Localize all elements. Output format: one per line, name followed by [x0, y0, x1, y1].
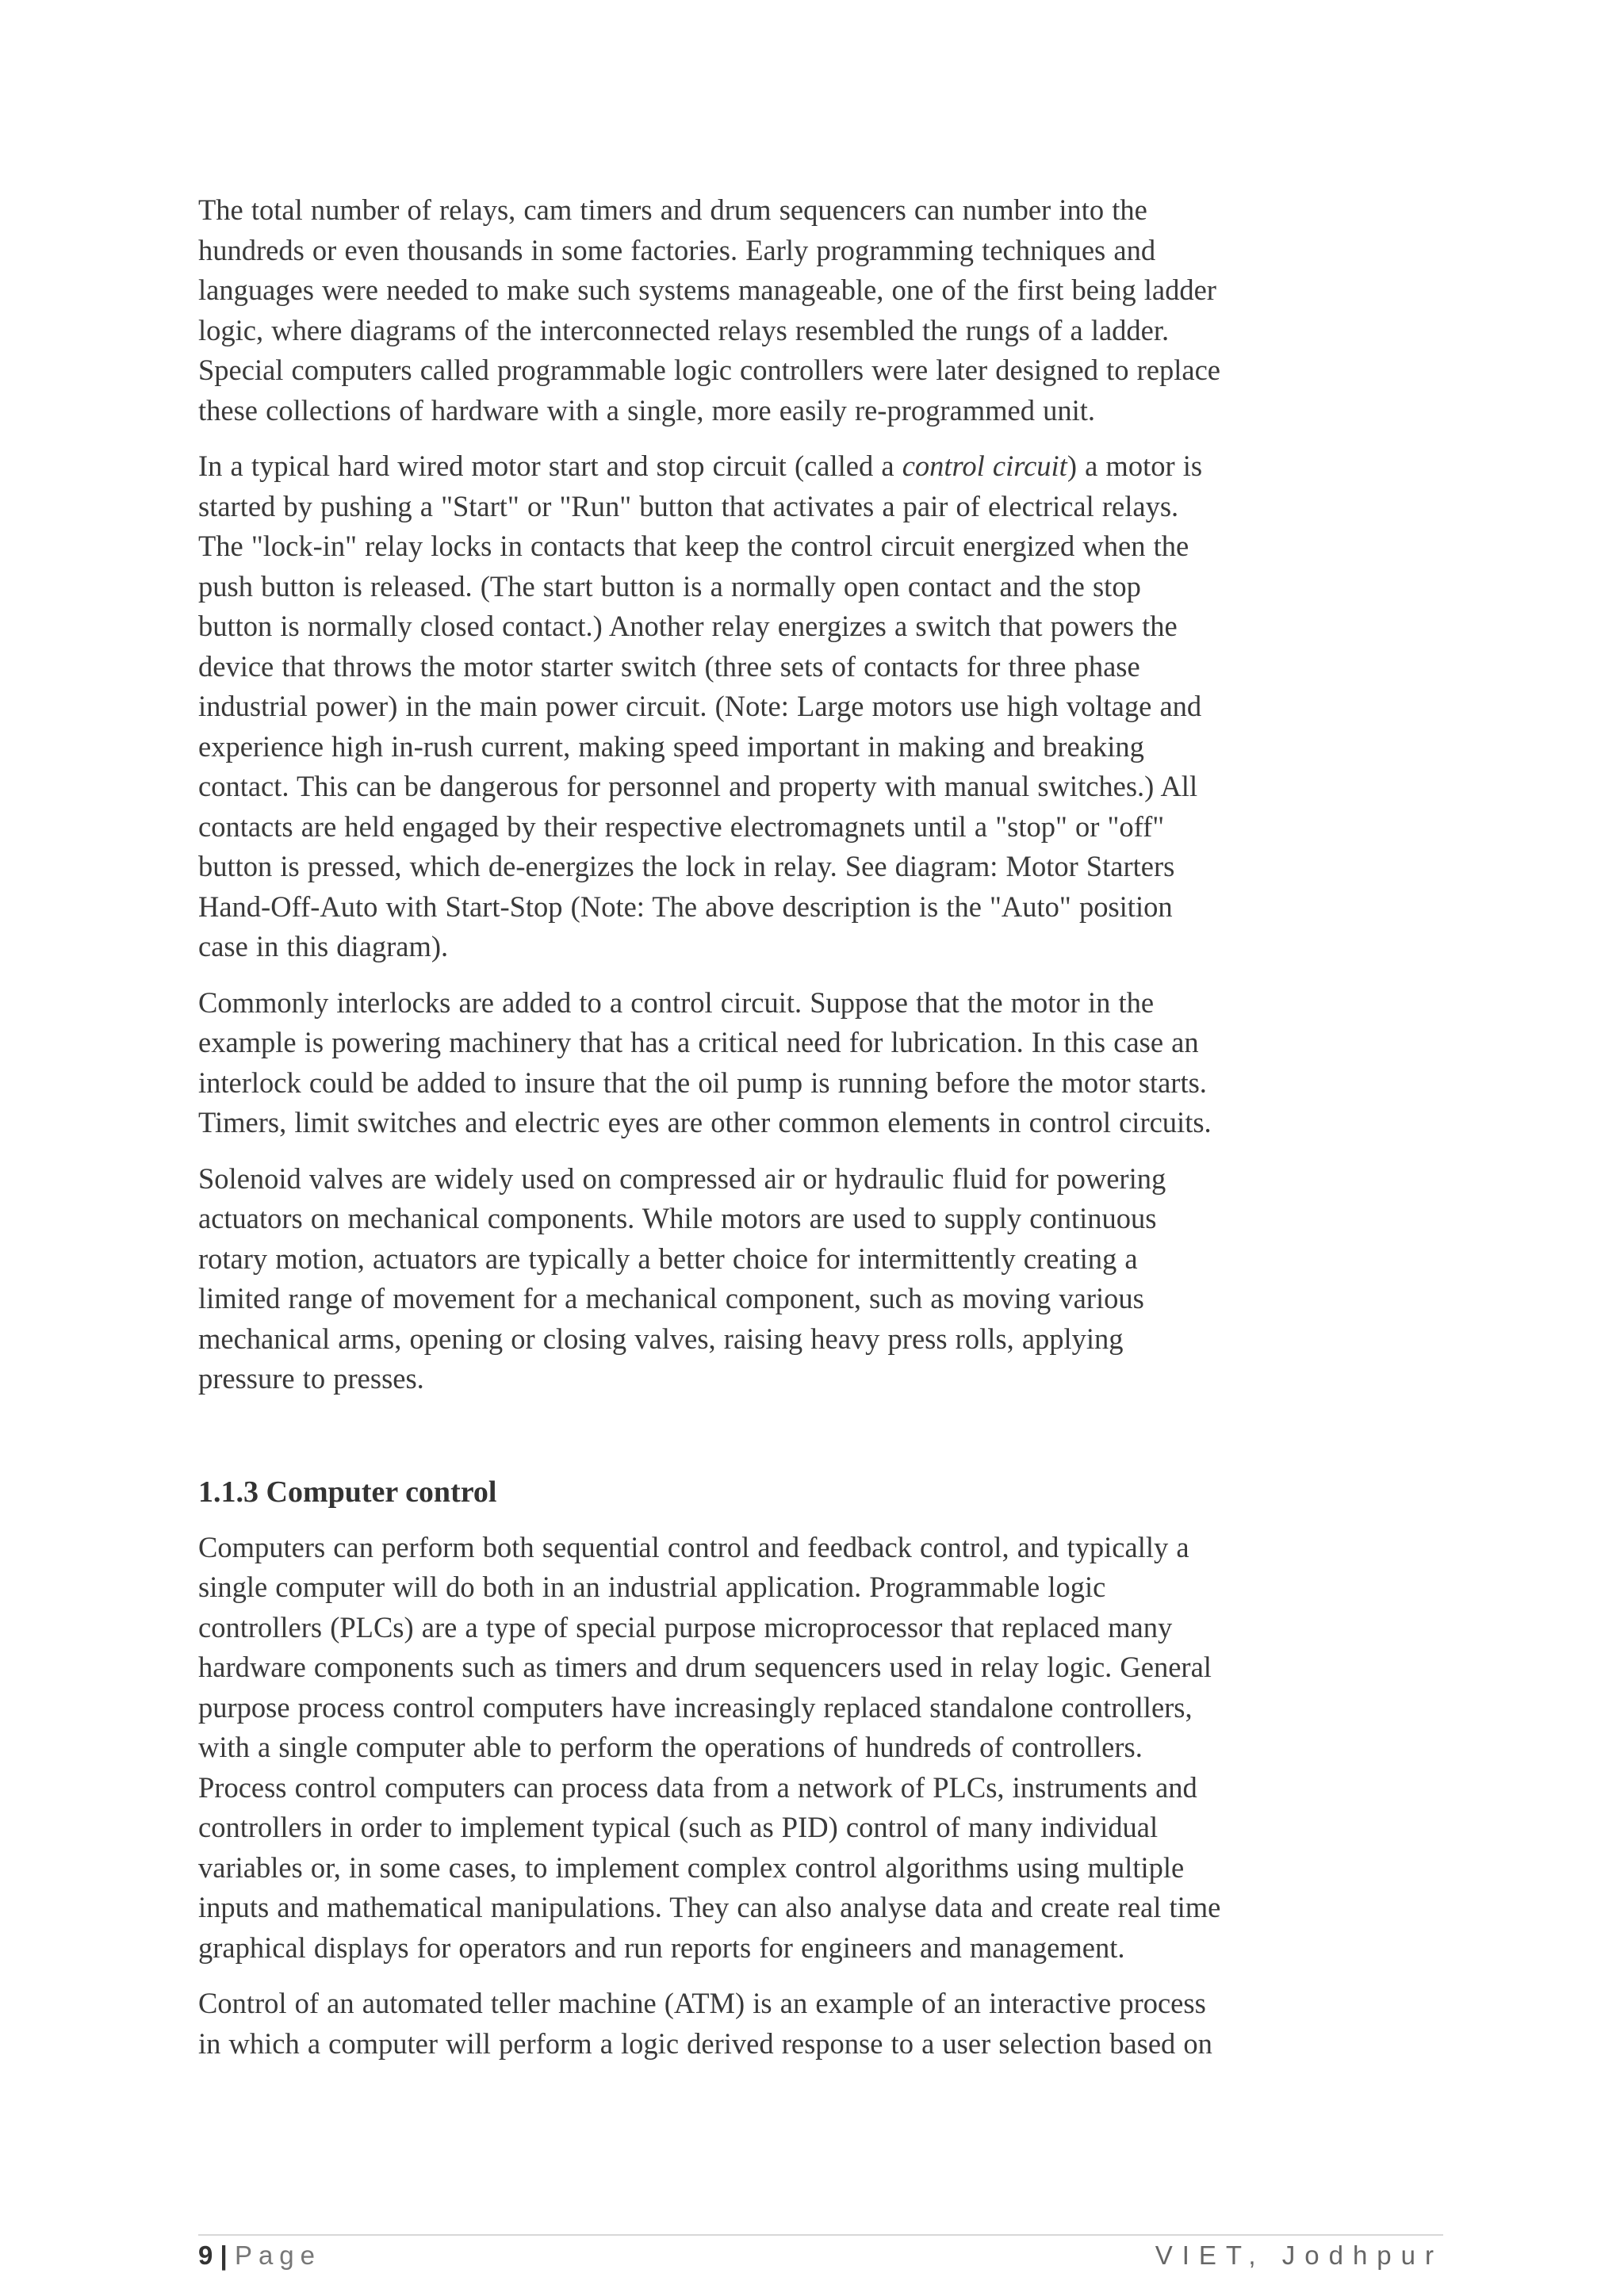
paragraph-solenoid [198, 1159, 1443, 1399]
text-line: controllers (PLCs) are a type of special purpose microprocessor that replaced many [198, 1610, 1173, 1644]
text-line: purpose process control computers have increasingly replaced standalone controllers, [198, 1690, 1193, 1724]
text-line: contacts are held engaged by their respective electromagnets until a "stop" or "off" [198, 809, 1165, 843]
text-line: case in this diagram). [198, 930, 449, 962]
page-label: Page [234, 2241, 322, 2270]
text-line: Solenoid valves are widely used on compressed air or hydraulic fluid for powering [198, 1161, 1166, 1195]
text-line: device that throws the motor starter switch (three sets of contacts for three phase [198, 649, 1140, 683]
page-footer [198, 2234, 1443, 2271]
text-line: experience high in-rush current, making speed important in making and breaking [198, 729, 1144, 763]
text-line: Commonly interlocks are added to a control circuit. Suppose that the motor in the [198, 985, 1155, 1019]
text-line: industrial power) in the main power circuit. (Note: Large motors use high voltage and [198, 690, 1202, 722]
text-line: mechanical arms, opening or closing valves, raising heavy press rolls, applying [198, 1322, 1124, 1355]
text-line: button is normally closed contact.) Another relay energizes a switch that powers the [198, 610, 1178, 642]
text-line: Hand-Off-Auto with Start-Stop (Note: The above description is the "Auto" position [198, 890, 1173, 923]
text-line: contact. This can be dangerous for personnel and property with manual switches.) All [198, 770, 1198, 802]
paragraph-relays [198, 190, 1443, 430]
paragraph-interlocks [198, 983, 1443, 1143]
text-line: push button is released. (The start button is a normally open contact and the stop [198, 569, 1141, 603]
text-line: interlock could be added to insure that the oil pump is running before the motor starts. [198, 1066, 1207, 1099]
paragraph-computers [198, 1528, 1443, 1969]
text-line: button is pressed, which de-energizes the lock in relay. See diagram: Motor Starters [198, 850, 1175, 882]
document-page [198, 190, 1443, 2080]
emphasis-control-circuit: control circuit [902, 450, 1067, 482]
text-line: Control of an automated teller machine (ATM) is an example of an interactive process [198, 1987, 1206, 2019]
page-separator: | [213, 2241, 235, 2270]
text-line: rotary motion, actuators are typically a better choice for intermittently creating a [198, 1242, 1138, 1275]
text-line: Timers, limit switches and electric eyes are other common elements in control circuits. [198, 1106, 1212, 1138]
text-line: started by pushing a "Start" or "Run" button that activates a pair of electrical relays. [198, 489, 1179, 522]
text-line: these collections of hardware with a single, more easily re-programmed unit. [198, 393, 1095, 427]
section-heading: 1.1.3 Computer control [198, 1475, 497, 1509]
institution-name: VIET, Jodhpur [1155, 2241, 1443, 2270]
text-line [198, 446, 1443, 487]
text-line: with a single computer able to perform the operations of hundreds of controllers. [198, 1731, 1143, 1763]
text-line: hardware components such as timers and drum sequencers used in relay logic. General [198, 1651, 1212, 1683]
text-line: pressure to presses. [198, 1362, 424, 1395]
text-line: controllers in order to implement typical (such as PID) control of many individual [198, 1811, 1159, 1843]
text-line: actuators on mechanical components. While motors are used to supply continuous [198, 1202, 1157, 1234]
text-line: example is powering machinery that has a critical need for lubrication. In this case an [198, 1026, 1199, 1058]
text-line: graphical displays for operators and run reports for engineers and management. [198, 1931, 1125, 1964]
text-line: variables or, in some cases, to implement complex control algorithms using multiple [198, 1850, 1185, 1884]
text-line: Computers can perform both sequential control and feedback control, and typically a [198, 1530, 1189, 1563]
page-indicator [198, 2241, 321, 2271]
text-line: in which a computer will perform a logic derived response to a user selection based on [198, 2026, 1212, 2060]
paragraph-atm [198, 1984, 1443, 2064]
text-line: single computer will do both in an industrial application. Programmable logic [198, 1571, 1106, 1603]
text-line: The "lock-in" relay locks in contacts that keep the control circuit energized when the [198, 530, 1189, 562]
paragraph-control-circuit [198, 446, 1443, 967]
text-run: ) a motor is [1067, 450, 1203, 482]
page-number: 9 [198, 2241, 213, 2270]
text-line: Special computers called programmable logic controllers were later designed to replace [198, 354, 1220, 386]
text-line: inputs and mathematical manipulations. They can also analyse data and create real time [198, 1891, 1221, 1923]
text-line: limited range of movement for a mechanical component, such as moving various [198, 1282, 1144, 1314]
text-line: The total number of relays, cam timers and drum sequencers can number into the [198, 193, 1147, 226]
text-line: logic, where diagrams of the interconnected relays resembled the rungs of a ladder. [198, 313, 1170, 346]
text-line: languages were needed to make such systems manageable, one of the first being ladder [198, 274, 1216, 306]
text-line: hundreds or even thousands in some factories. Early programming techniques and [198, 233, 1156, 266]
text-line: Process control computers can process data from a network of PLCs, instruments and [198, 1770, 1197, 1804]
text-run: In a typical hard wired motor start and stop circuit (called a [198, 450, 902, 482]
